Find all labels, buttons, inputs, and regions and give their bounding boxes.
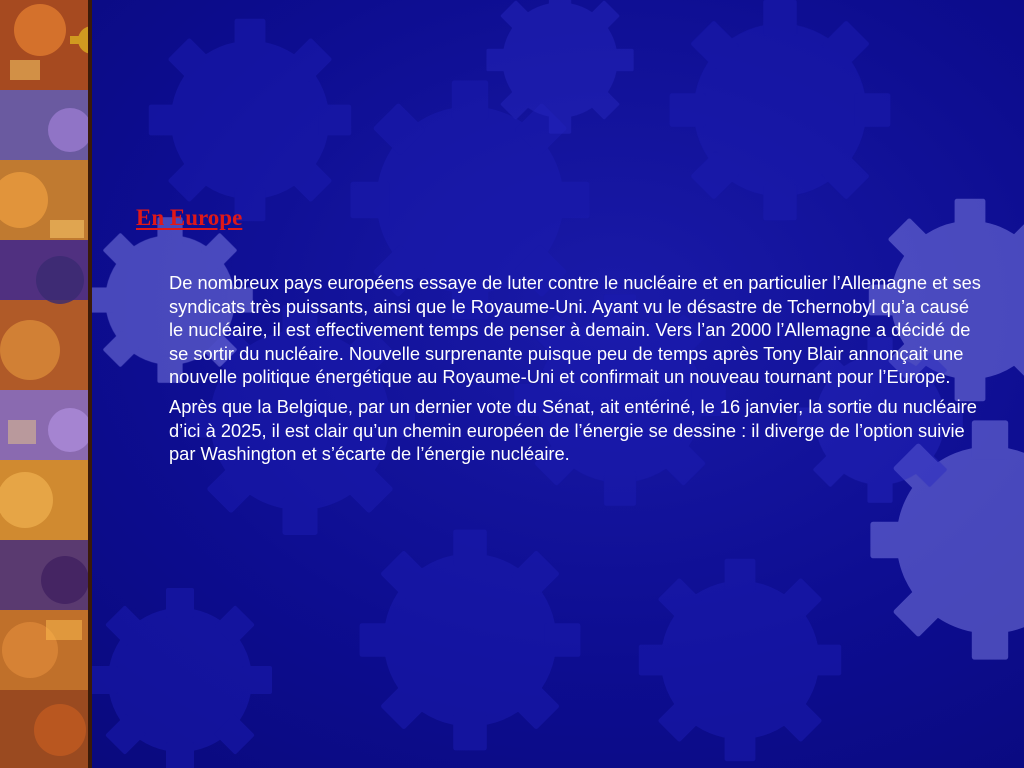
slide-title: En Europe xyxy=(136,205,243,230)
paragraph-1: De nombreux pays européens essaye de luter contre le nucléaire et en particulier l’Allemagne et ses syndicats très puissants, ainsi que le Royaume-Uni. Ayant vu le désastre de Tchernobyl qu’a causé le nucléaire, il est effectivement temps de penser à demain. Vers l’an 2000 l’Allemagne a décidé de se sortir du nucléaire. Nouvelle surprenante puisque peu de temps après Tony Blair annonçait une nouvelle politique énergétique au Royaume-Uni et confirmait un nouveau tournant pour l’Europe. xyxy=(169,272,981,388)
side-strip-edge xyxy=(88,0,92,768)
paragraph-2: Après que la Belgique, par un dernier vote du Sénat, ait entériné, le 16 janvier, la sortie du nucléaire d’ici à 2025, il est clair qu’un chemin européen de l’énergie se dessine : il diverge de l’option suivie par Washington et s’écarte de l’énergie nucléaire. xyxy=(169,395,977,465)
slide-body xyxy=(169,271,981,472)
gear-collage-icon xyxy=(0,0,92,768)
side-collage-strip xyxy=(0,0,92,768)
